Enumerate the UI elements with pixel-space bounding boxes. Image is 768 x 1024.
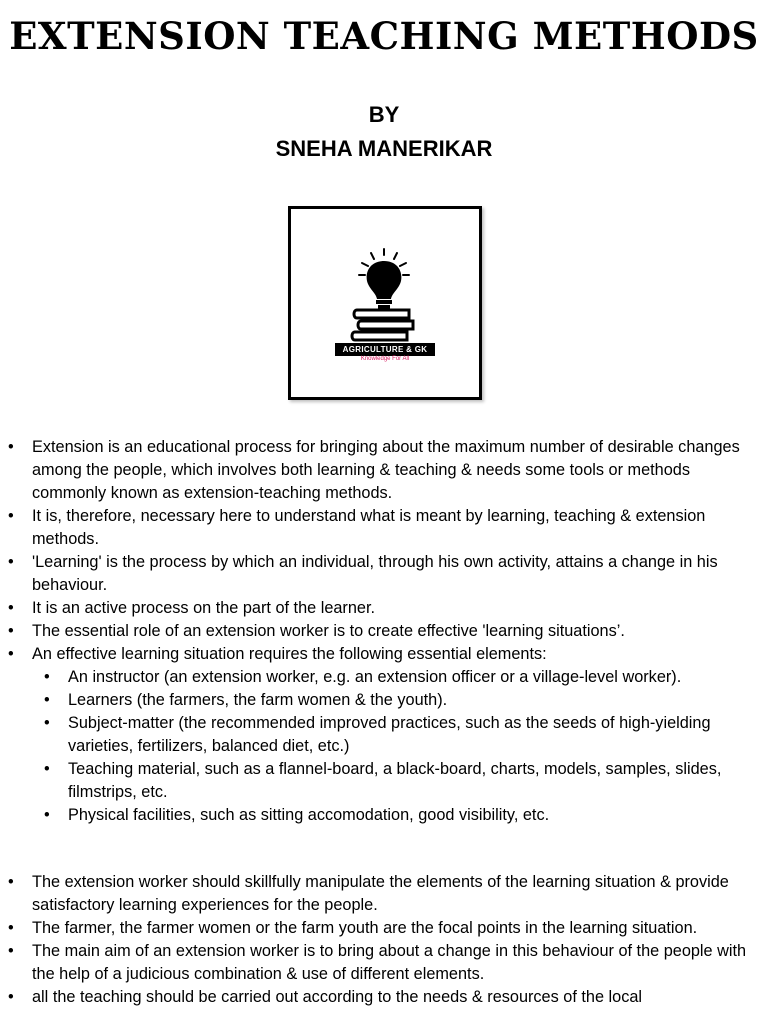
sub-list-item: • Subject-matter (the recommended improved practices, such as the seeds of high-yielding varieties, fertilizers, balanced diet, etc.) <box>44 712 758 758</box>
page-title: EXTENSION TEACHING METHODS <box>9 14 759 58</box>
list-item-text: An effective learning situation requires the following essential elements: <box>32 645 547 663</box>
list-item: • The farmer, the farmer women or the farm youth are the focal points in the learning situation. <box>8 917 758 940</box>
byline <box>0 98 768 166</box>
author-name: SNEHA MANERIKAR <box>275 136 493 161</box>
logo <box>288 206 482 400</box>
sub-list-item: • Physical facilities, such as sitting accomodation, good visibility, etc. <box>44 804 758 827</box>
list-item: • It is, therefore, necessary here to understand what is meant by learning, teaching & extension methods. <box>8 505 758 551</box>
lightbulb-books-icon <box>291 209 479 397</box>
list-item: • The essential role of an extension worker is to create effective 'learning situations’. <box>8 620 758 643</box>
sub-list-item: • Learners (the farmers, the farm women & the youth). <box>44 689 758 712</box>
list-item: • all the teaching should be carried out according to the needs & resources of the local <box>8 986 758 1009</box>
byline-by: BY <box>368 102 400 127</box>
main-bullet-list <box>8 436 758 827</box>
list-item: • It is an active process on the part of the learner. <box>8 597 758 620</box>
list-item: • 'Learning' is the process by which an individual, through his own activity, attains a change in his behaviour. <box>8 551 758 597</box>
logo-label: AGRICULTURE & GK <box>335 343 435 356</box>
sub-list-item: • Teaching material, such as a flannel-board, a black-board, charts, models, samples, slides, filmstrips, etc. <box>44 758 758 804</box>
list-item: • The extension worker should skillfully manipulate the elements of the learning situation & provide satisfactory learning experiences for the people. <box>8 871 758 917</box>
list-item <box>8 643 758 827</box>
list-item: • Extension is an educational process for bringing about the maximum number of desirable changes among the people, which involves both learning & teaching & needs some tools or methods commonly known as extension-teaching methods. <box>8 436 758 505</box>
elements-sublist <box>44 666 758 827</box>
logo-tagline: Knowledge For All <box>360 356 410 362</box>
sub-list-item: • An instructor (an extension worker, e.g. an extension officer or a village-level worker). <box>44 666 758 689</box>
list-item: • The main aim of an extension worker is to bring about a change in this behaviour of the people with the help of a judicious combination & use of different elements. <box>8 940 758 986</box>
second-bullet-list <box>8 871 758 1009</box>
